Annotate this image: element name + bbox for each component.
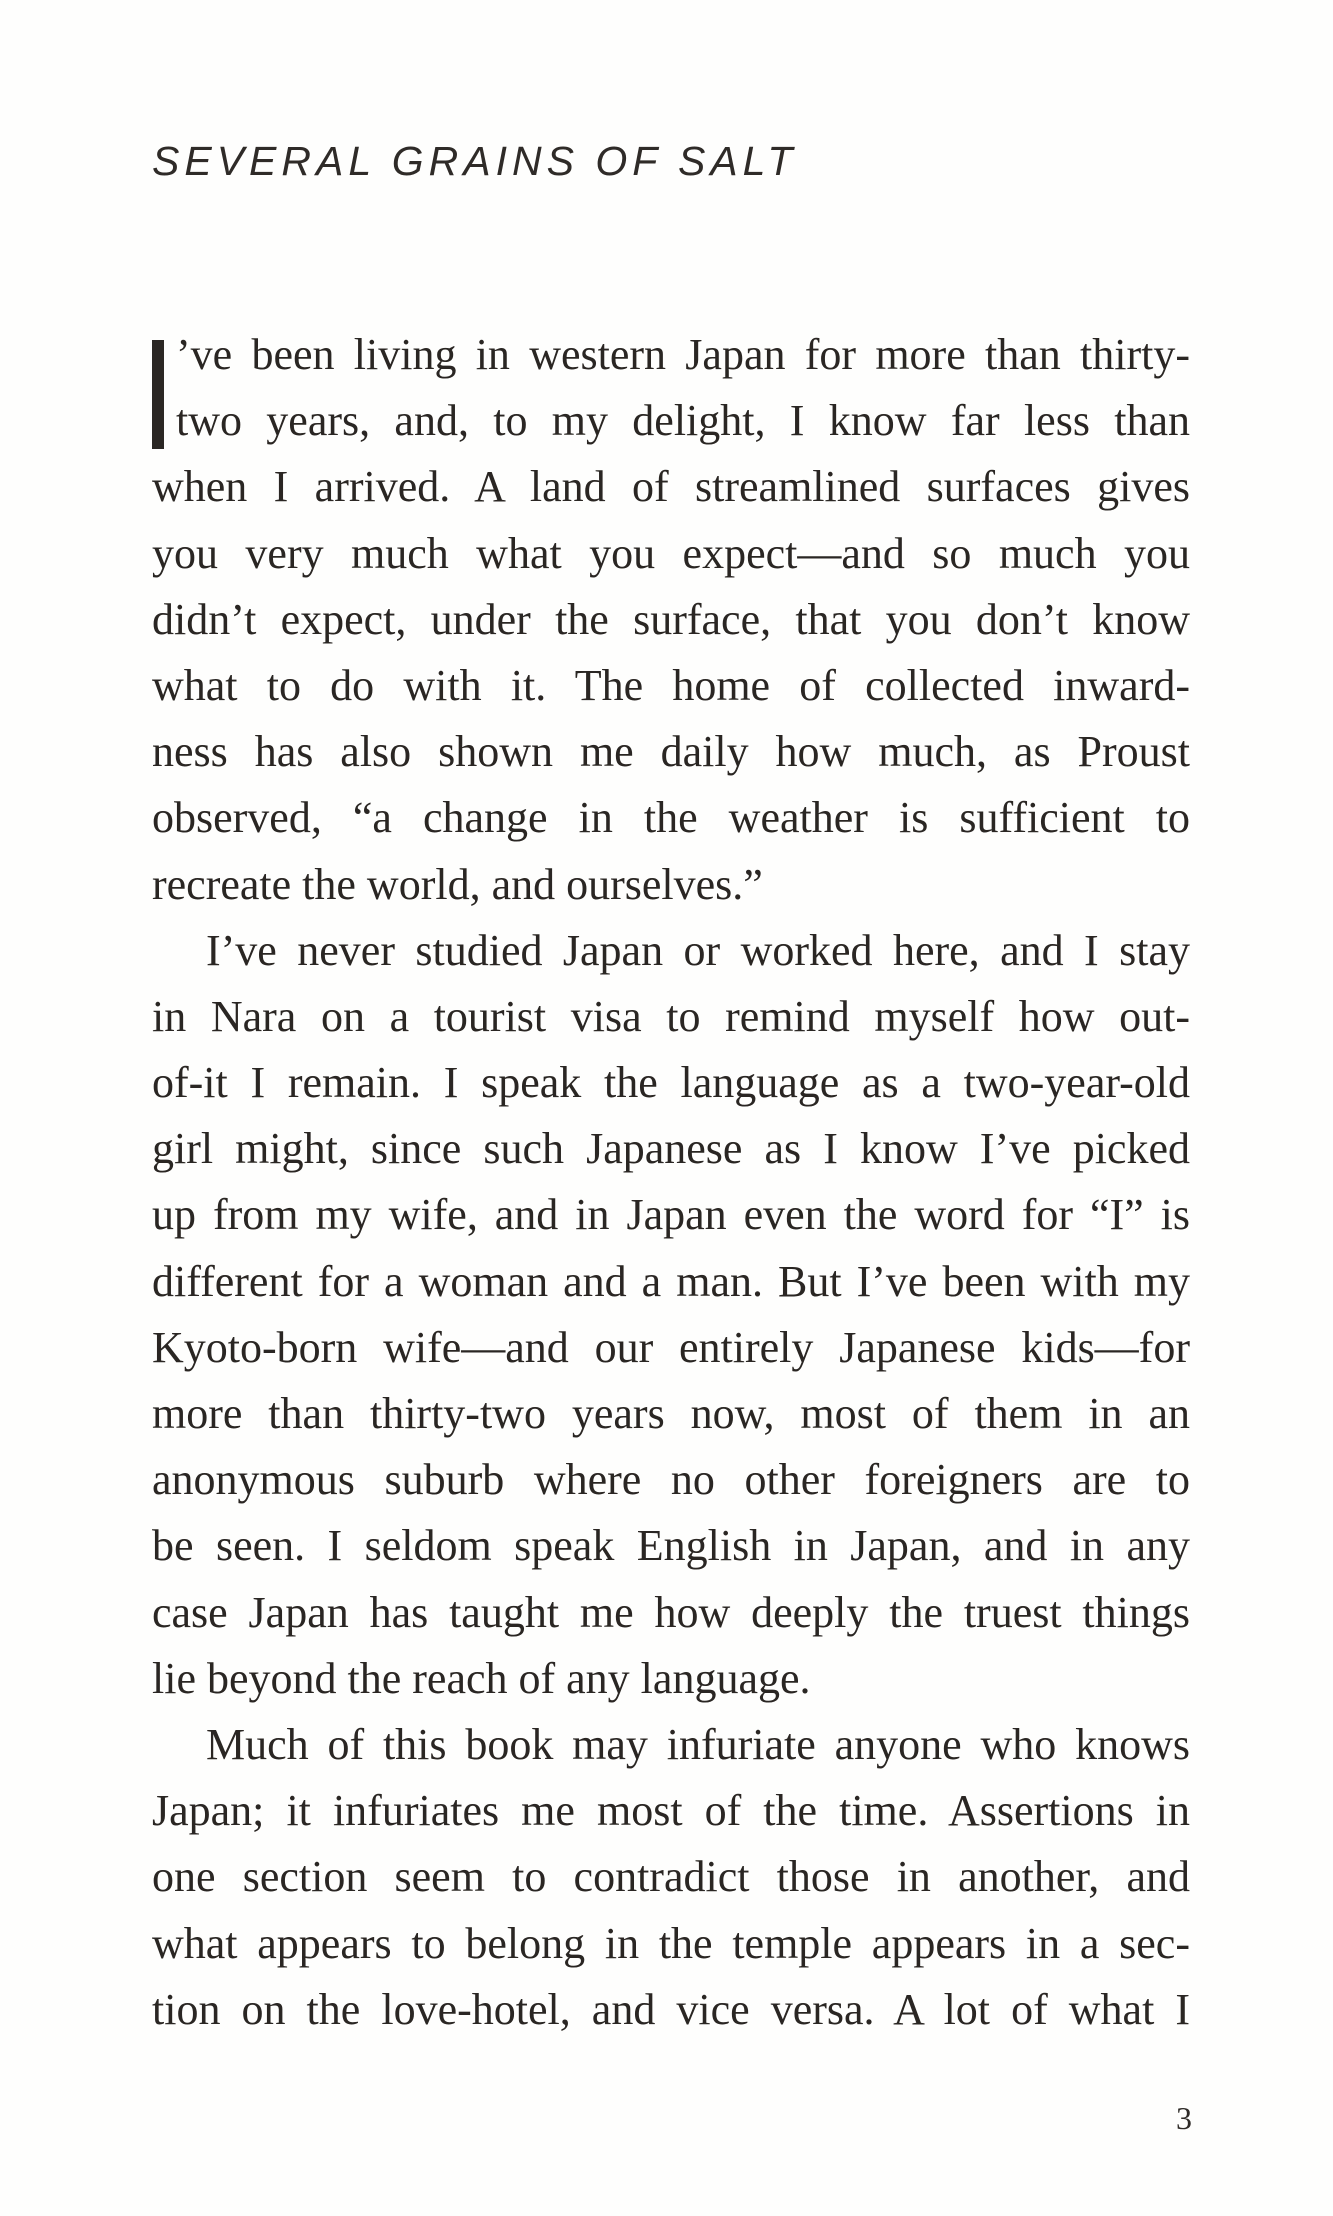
text-line: when I arrived. A land of streamlined surfaces gives xyxy=(152,462,1190,512)
text-line: tion on the love-hotel, and vice versa. A lot of what I xyxy=(152,1984,1190,2034)
text-line: recreate the world, and ourselves.” xyxy=(152,859,763,909)
text-line: observed, “a change in the weather is sufficient to xyxy=(152,793,1190,843)
text-line: what to do with it. The home of collected inward- xyxy=(152,660,1190,710)
text-line: Japan; it infuriates me most of the time. Assertions in xyxy=(152,1786,1190,1836)
page-number: 3 xyxy=(1176,2100,1192,2136)
body-text xyxy=(152,322,1190,2043)
text-line: you very much what you expect—and so much you xyxy=(152,528,1190,578)
text-line: ’ve been living in western Japan for more than thirty- xyxy=(176,330,1190,379)
text-line: girl might, since such Japanese as I know I’ve picked xyxy=(152,1124,1190,1174)
text-line: be seen. I seldom speak English in Japan, and in any xyxy=(152,1521,1190,1571)
text-line: up from my wife, and in Japan even the word for “I” is xyxy=(152,1190,1190,1240)
text-line: different for a woman and a man. But I’ve been with my xyxy=(152,1256,1190,1306)
text-line: two years, and, to my delight, I know far less than xyxy=(176,396,1190,446)
drop-cap xyxy=(152,340,164,449)
text-line: one section seem to contradict those in another, and xyxy=(152,1852,1190,1902)
text-line: anonymous suburb where no other foreigners are to xyxy=(152,1455,1190,1505)
text-line: didn’t expect, under the surface, that you don’t know xyxy=(152,594,1190,644)
text-line: of-it I remain. I speak the language as a two-year-old xyxy=(152,1058,1190,1108)
text-line: Much of this book may infuriate anyone who knows xyxy=(206,1719,1190,1769)
text-line: more than thirty-two years now, most of them in an xyxy=(152,1389,1190,1438)
text-line: ness has also shown me daily how much, as Proust xyxy=(152,727,1190,777)
text-line: lie beyond the reach of any language. xyxy=(152,1653,811,1703)
chapter-title: SEVERAL GRAINS OF SALT xyxy=(152,138,798,184)
text-line: I’ve never studied Japan or worked here, and I stay xyxy=(206,925,1190,975)
text-line: what appears to belong in the temple appears in a sec- xyxy=(152,1918,1190,1968)
text-line: Kyoto-born wife—and our entirely Japanese kids—for xyxy=(152,1322,1190,1372)
text-line: case Japan has taught me how deeply the truest things xyxy=(152,1587,1190,1637)
text-line: in Nara on a tourist visa to remind myself how out- xyxy=(152,991,1190,1041)
